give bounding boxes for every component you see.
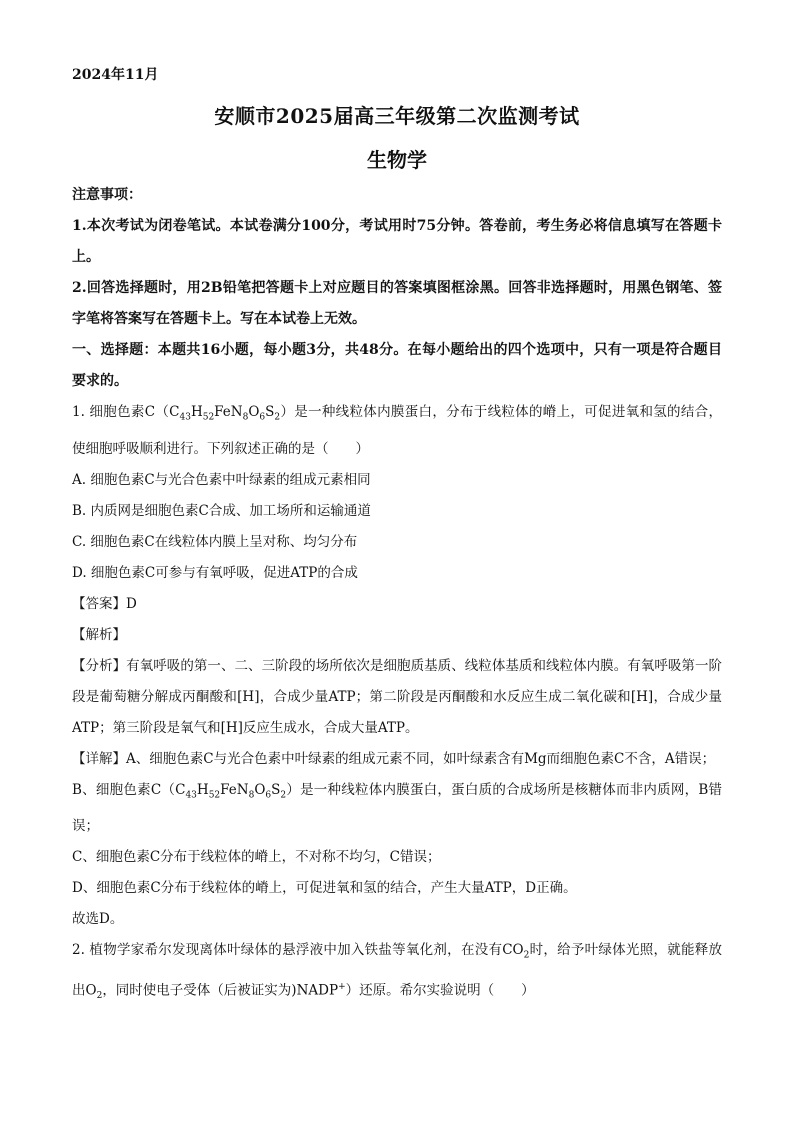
question-1-answer: 【答案】D: [72, 595, 137, 612]
question-1-analysis-label: 【解析】: [72, 626, 126, 643]
question-1-detail-a: 【详解】A、细胞色素C与光合色素中叶绿素的组成元素不同，如叶绿素含有Mg而细胞色素C不含，A错误；: [72, 750, 716, 767]
exam-date: 2024年11月: [72, 67, 159, 83]
question-2-stem: 2. 植物学家希尔发现离体叶绿体的悬浮液中加入铁盐等氧化剂，在没有$CO_2$时，给予叶绿体光照，就能释放出$O_2$，同时使电子受体（后被证实为)NADP+）还原。希尔实验说明（ ）: [72, 942, 722, 1002]
question-1-option-b: B. 内质网是细胞色素C合成、加工场所和运输通道: [72, 502, 371, 519]
exam-title: 安顺市2025届高三年级第二次监测考试: [214, 104, 580, 128]
notice-item-2: 2.回答选择题时，用2B铅笔把答题卡上对应题目的答案填图框涂黑。回答非选择题时，用黑色钢笔、签字笔将答案写在答题卡上。写在本试卷上无效。: [72, 280, 722, 327]
question-1-detail-d: D、细胞色素C分布于线粒体的嵴上，可促进氧和氢的结合，产生大量ATP，D正确。: [72, 880, 577, 897]
question-1-option-a: A. 细胞色素C与光合色素中叶绿素的组成元素相同: [72, 471, 371, 488]
question-1-detail-c: C、细胞色素C分布于线粒体的嵴上，不对称不均匀，C错误；: [72, 849, 441, 866]
question-1-option-d: D. 细胞色素C可参与有氧呼吸，促进ATP的合成: [72, 564, 358, 581]
question-1-detail-b: B、细胞色素$C(C_{43}H_{52}FeN_8O_6S_2)$是一种线粒体内膜蛋白，蛋白质的合成场所是核糖体而非内质网，B错误；: [72, 781, 722, 835]
question-1-fenxi: 【分析】有氧呼吸的第一、二、三阶段的场所依次是细胞质基质、线粒体基质和线粒体内膜。有氧呼吸第一阶段是葡萄糖分解成丙酮酸和[H]，合成少量ATP；第二阶段是丙酮酸和水反应生成二氧化碳和[H]，合成少量ATP；第三阶段是氧气和[H]反应生成水，合成大量ATP。: [72, 657, 722, 736]
question-1-option-c: C. 细胞色素C在线粒体内膜上呈对称、均匀分布: [72, 533, 358, 550]
notice-item-1: 1.本次考试为闭卷笔试。本试卷满分100分，考试用时75分钟。答卷前，考生务必将信息填写在答题卡上。: [72, 218, 722, 265]
exam-body: [72, 180, 722, 1012]
exam-subject: 生物学: [367, 148, 427, 172]
notice-heading: 注意事项：: [72, 187, 142, 203]
question-1-stem: 1. 细胞色素$C(C_{43}H_{52}FeN_8O_6S_2)$是一种线粒体内膜蛋白，分布于线粒体的嵴上，可促进氧和氢的结合，使细胞呼吸顺利进行。下列叙述正确的是（ ）: [72, 404, 722, 457]
section-heading: 一、选择题：本题共16小题，每小题3分，共48分。在每小题给出的四个选项中，只有一项是符合题目要求的。: [72, 342, 722, 389]
question-1-conclusion: 故选D。: [72, 911, 124, 928]
